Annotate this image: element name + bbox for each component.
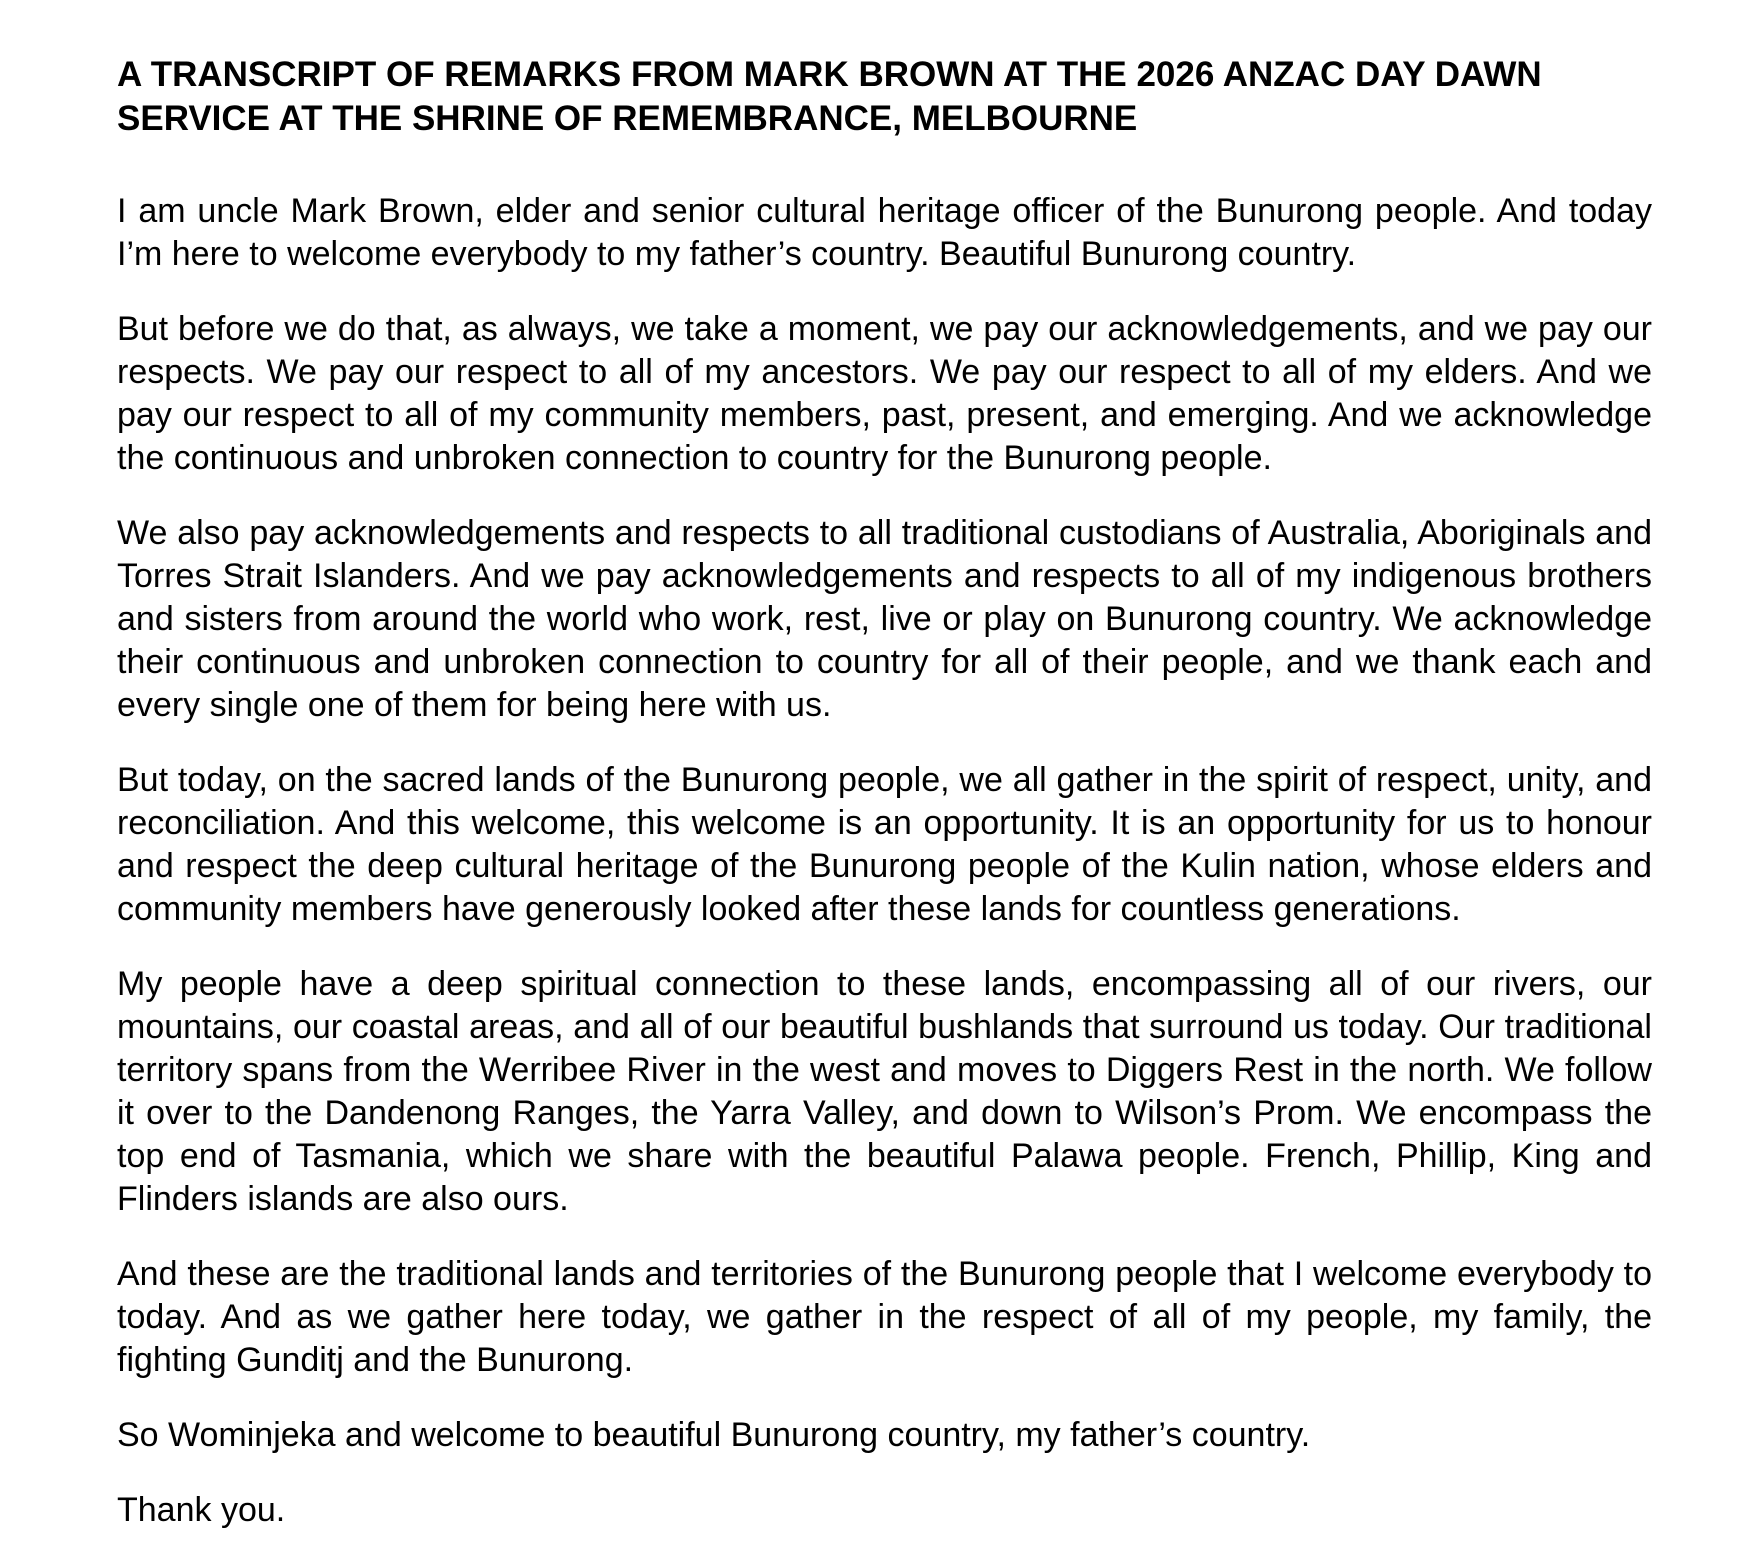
paragraph-wominjeka: So Wominjeka and welcome to beautiful Bunurong country, my father’s country. bbox=[117, 1416, 1311, 1454]
paragraph-spiritual-connection: My people have a deep spiritual connection to these lands, encompassing all of our rivers, our mountains, our coastal areas, and all of our beautiful bushlands that surround us today. Our traditional territory spans from the Werribee River in the west and moves to Diggers Rest in the north. We follow it over to the Dandenong Ranges, the Yarra Valley, and down to Wilson’s Prom. We encompass the top end of Tasmania, which we share with the beautiful Palawa people. French, Phillip, King and Flinders islands are also ours. bbox=[117, 965, 1652, 1218]
paragraph-traditional-custodians: We also pay acknowledgements and respects to all traditional custodians of Australia, Aboriginals and Torres Strait Islanders. And we pay acknowledgements and respects to all of my indigenous brothers and sisters from around the world who work, rest, live or play on Bunurong country. We acknowledge their continuous and unbroken connection to country for all of their people, and we thank each and every single one of them for being here with us. bbox=[117, 514, 1652, 724]
paragraph-welcome-intro: I am uncle Mark Brown, elder and senior cultural heritage officer of the Bunurong people. And today I’m here to welcome everybody to my father’s country. Beautiful Bunurong country. bbox=[117, 192, 1652, 273]
paragraph-gathering-spirit: But today, on the sacred lands of the Bunurong people, we all gather in the spirit of respect, unity, and reconciliation. And this welcome, this welcome is an opportunity. It is an opportunity for us to honour and respect the deep cultural heritage of the Bunurong people of the Kulin nation, whose elders and community members have generously looked after these lands for countless generations. bbox=[117, 761, 1652, 928]
paragraph-traditional-lands: And these are the traditional lands and territories of the Bunurong people that I welcome everybody to today. And as we gather here today, we gather in the respect of all of my people, my family, the fighting Gunditj and the Bunurong. bbox=[117, 1255, 1652, 1379]
paragraph-acknowledgements: But before we do that, as always, we take a moment, we pay our acknowledgements, and we pay our respects. We pay our respect to all of my ancestors. We pay our respect to all of my elders. And we pay our respect to all of my community members, past, present, and emerging. And we acknowledge the continuous and unbroken connection to country for the Bunurong people. bbox=[117, 310, 1652, 477]
paragraph-thank-you: Thank you. bbox=[117, 1491, 286, 1529]
document-title: A TRANSCRIPT OF REMARKS FROM MARK BROWN AT THE 2026 ANZAC DAY DAWN SERVICE AT THE SHRINE OF REMEMBRANCE, MELBOURNE bbox=[117, 55, 1542, 138]
